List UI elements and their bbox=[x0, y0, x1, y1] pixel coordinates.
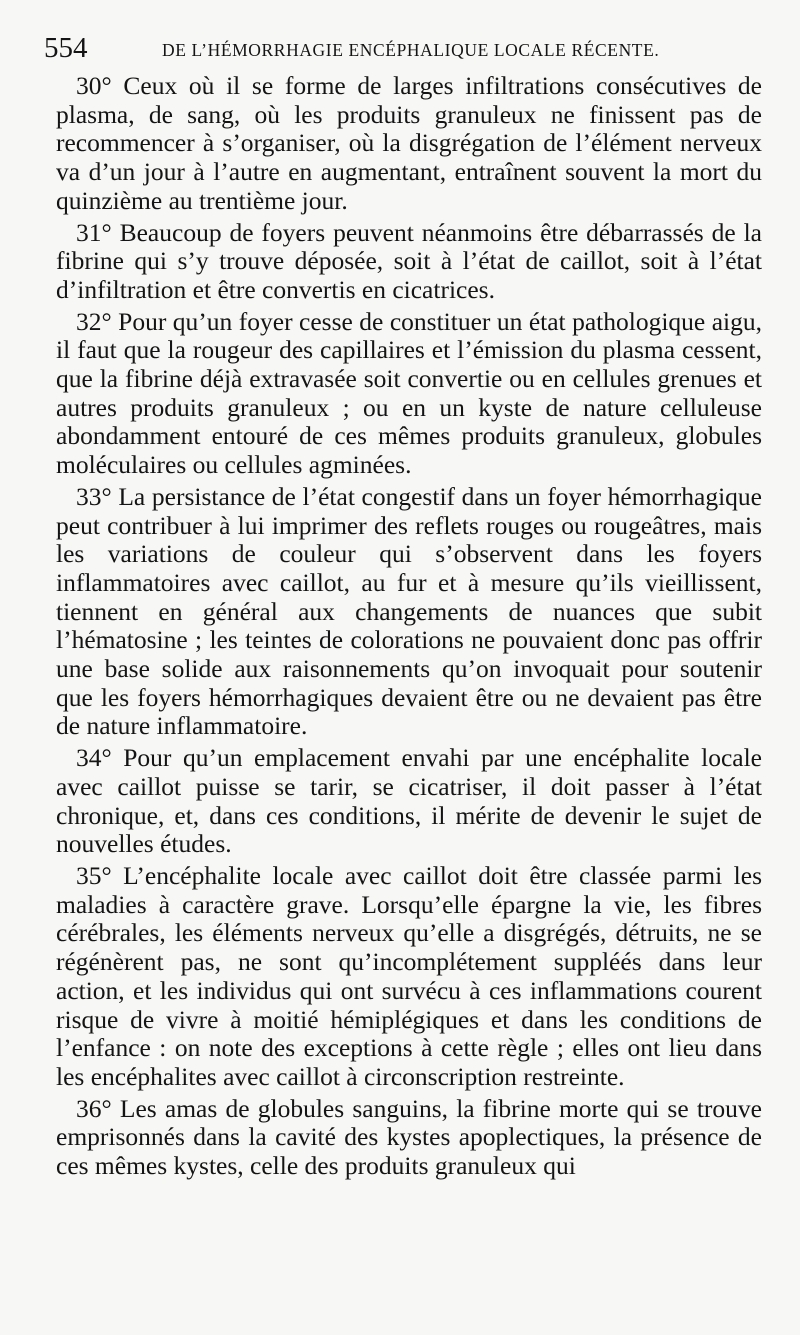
paragraph-31: 31° Beaucoup de foyers peuvent néanmoins être débarrassés de la fibrine qui s’y trouve déposée, soit à l’état de caillot, soit à l’état d’infiltration et être convertis en cicatrices. bbox=[56, 217, 762, 304]
paragraph-34: 34° Pour qu’un emplacement envahi par une encéphalite locale avec caillot puisse se tarir, se cicatriser, il doit passer à l’état chronique, et, dans ces conditions, il mérite de devenir le sujet de nouvelles études. bbox=[56, 743, 762, 859]
paragraph-35: 35° L’encéphalite locale avec caillot doit être classée parmi les maladies à caractère grave. Lorsqu’elle épargne la vie, les fibres cérébrales, les éléments nerveux qu’elle a disgrégés, détruits, ne se régénèrent pas, ne sont qu’incomplétement suppléés dans leur action, et les individus qui ont survécu à ces inflammations courent risque de vivre à moitié hémiplégiques et dans les conditions de l’enfance : on note des exceptions à cette règle ; elles ont lieu dans les encéphalites avec caillot à circonscription restreinte. bbox=[56, 860, 762, 1091]
paragraph-36: 36° Les amas de globules sanguins, la fibrine morte qui se trouve emprisonnés dans la cavité des kystes apoplectiques, la présence de ces mêmes kystes, celle des produits granuleux qui bbox=[56, 1093, 762, 1181]
page-header bbox=[44, 30, 760, 66]
body-text bbox=[56, 72, 762, 1184]
paragraph-32: 32° Pour qu’un foyer cesse de constituer un état pathologique aigu, il faut que la rougeur des capillaires et l’émission du plasma cessent, que la fibrine déjà extravasée soit convertie ou en cellules grenues et autres produits granuleux ; ou en un kyste de nature celluleuse abondamment entouré de ces mêmes produits granuleux, globules moléculaires ou cellules agminées. bbox=[56, 306, 762, 480]
paragraph-33: 33° La persistance de l’état congestif dans un foyer hémorrhagique peut contribuer à lui imprimer des reflets rouges ou rougeâtres, mais les variations de couleur qui s’observent dans les foyers inflammatoires avec caillot, au fur et à mesure qu’ils vieillissent, tiennent en général aux changements de nuances que subit l’hématosine ; les teintes de colorations ne pouvaient donc pas offrir une base solide aux raisonnements qu’on invoquait pour soutenir que les foyers hémorrhagiques devaient être ou ne devaient pas être de nature inflammatoire. bbox=[56, 481, 762, 741]
page-number: 554 bbox=[44, 32, 88, 64]
paragraph-30: 30° Ceux où il se forme de larges infiltrations consécutives de plasma, de sang, où les produits granuleux ne finissent pas de recommencer à s’organiser, où la disgrégation de l’élément nerveux va d’un jour à l’autre en augmentant, entraînent souvent la mort du quinzième au trentième jour. bbox=[56, 71, 762, 215]
running-title: DE L’HÉMORRHAGIE ENCÉPHALIQUE LOCALE RÉCENTE. bbox=[162, 40, 660, 60]
